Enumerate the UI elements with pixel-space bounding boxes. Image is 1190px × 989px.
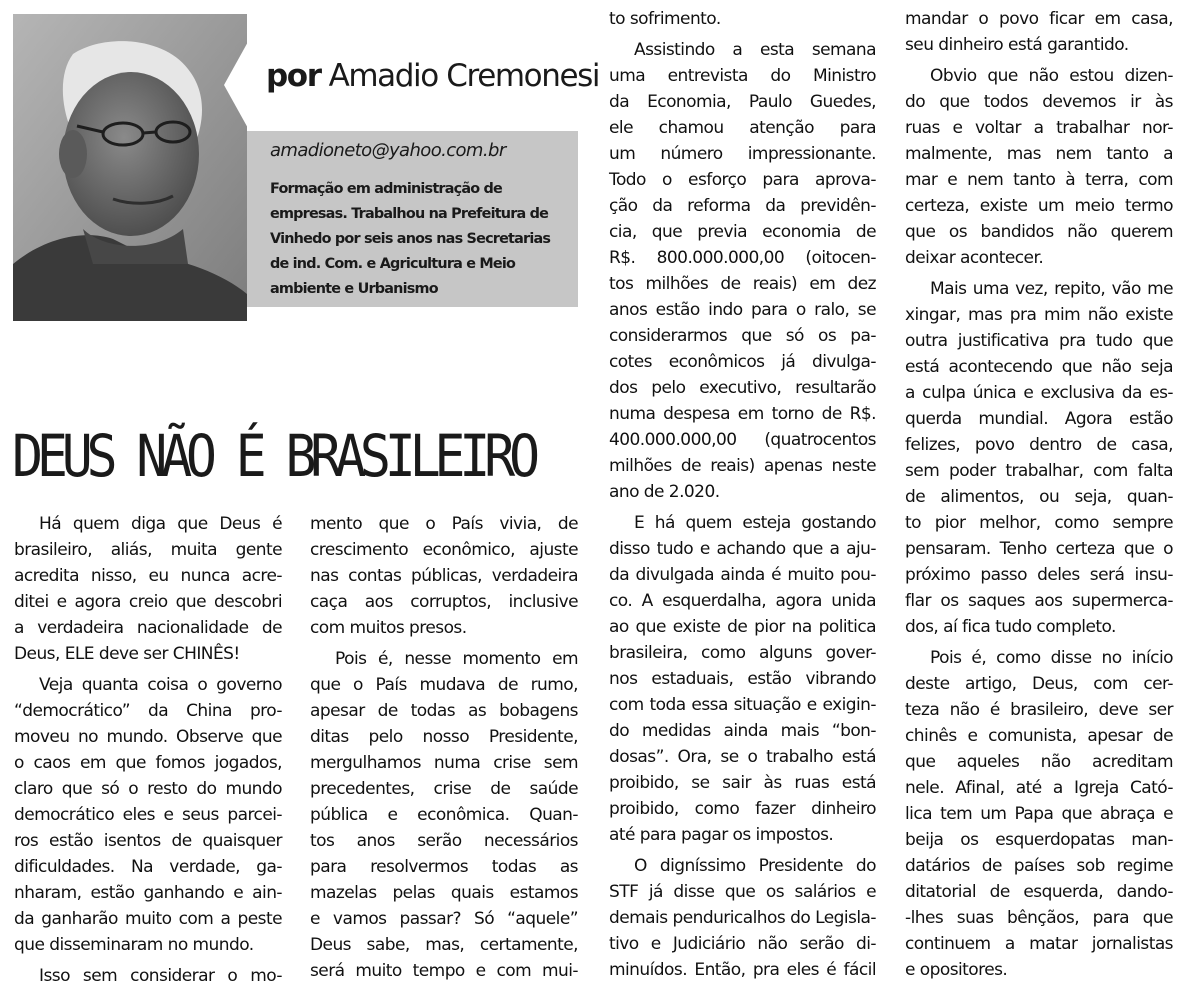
article-line: ditas pelo nosso Presidente, [310, 727, 578, 747]
article-line: to pior melhor, como sempre [905, 513, 1173, 533]
byline-prefix: por [266, 58, 321, 94]
article-headline: DEUS NÃO É BRASILEIRO [12, 421, 534, 490]
article-line: precedentes, crise de saúde [310, 779, 578, 799]
article-line: Pois é, como disse no início [930, 648, 1173, 668]
article-line: seu dinheiro está garantido. [905, 35, 1129, 55]
article-line: proibido, como fazer dinheiro [609, 799, 876, 819]
author-name: Amadio Cremonesi [328, 58, 600, 94]
article-line: a verdadeira nacionalidade de [14, 618, 282, 638]
article-column-1 [14, 511, 282, 989]
article-line: nas contas públicas, verdadeira [310, 566, 578, 586]
article-line: chinês e comunista, apesar de [905, 726, 1173, 746]
article-line: lica tem um Papa que abraça e [905, 804, 1173, 824]
article-line: da ganharão muito com a peste [14, 909, 282, 929]
article-line: continuem a matar jornalistas [905, 934, 1173, 954]
article-line: tivo e Judiciário não serão di- [609, 934, 876, 954]
article-line: xingar, mas pra mim não existe [905, 305, 1173, 325]
article-column-4 [905, 6, 1173, 983]
article-line: beija os esquerdopatas man- [905, 830, 1173, 850]
article-line: claro que só o resto do mundo [14, 779, 282, 799]
article-line: pública e econômica. Quan- [310, 805, 578, 825]
article-line: crescimento econômico, ajuste [310, 540, 578, 560]
article-line: próximo passo deles será insu- [905, 565, 1173, 585]
author-bio-line: Formação em administração de [270, 181, 503, 197]
article-line: que os bandidos não querem [905, 222, 1173, 242]
article-line: cia, que previa economia de [609, 222, 876, 242]
article-line: apesar de todas as bobagens [310, 701, 578, 721]
article-line: até para pagar os impostos. [609, 825, 834, 845]
article-line: ção da reforma da previdên- [609, 196, 876, 216]
article-line: ruas e voltar a trabalhar nor- [905, 118, 1173, 138]
article-line: proibido, se sair às ruas está [609, 773, 876, 793]
article-line: ano de 2.020. [609, 482, 720, 502]
article-line: Obvio que não estou dizen- [930, 66, 1173, 86]
article-line: STF já disse que os salários e [609, 882, 876, 902]
article-line: o caos em que fomos jogados, [14, 753, 282, 773]
article-line: ao que existe de pior na politica [609, 617, 876, 637]
article-line: deste artigo, Deus, com cer- [905, 674, 1173, 694]
article-line: ditei e agora creio que descobri [14, 592, 282, 612]
author-photo [13, 14, 247, 321]
article-line: que o País mudava de rumo, [310, 675, 578, 695]
article-line: Deus, ELE deve ser CHINÊS! [14, 644, 240, 664]
article-line: disso tudo e achando que a aju- [609, 539, 876, 559]
article-line: O digníssimo Presidente do [634, 856, 876, 876]
article-line: 400.000.000,00 (quatrocentos [609, 430, 876, 450]
article-line: querda mundial. Agora estão [905, 409, 1173, 429]
article-line: e vamos passar? Só “aquele” [310, 909, 578, 929]
article-line: certeza, existe um meio termo [905, 196, 1173, 216]
article-line: felizes, povo dentro de casa, [905, 435, 1173, 455]
article-line: democrático eles e seus parcei- [14, 805, 282, 825]
article-line: uma entrevista do Ministro [609, 66, 876, 86]
article-line: que disseminaram no mundo. [14, 935, 254, 955]
article-line: -lhes suas bênçãos, para que [905, 908, 1173, 928]
article-line: Isso sem considerar o mo- [39, 966, 282, 986]
article-line: acredita nisso, eu nunca acre- [14, 566, 282, 586]
article-line: datários de países sob regime [905, 856, 1173, 876]
article-line: milhões de reais) apenas neste [609, 456, 876, 476]
article-line: malmente, mas nem tanto a [905, 144, 1173, 164]
article-line: caça aos corruptos, inclusive [310, 592, 578, 612]
article-line: sem poder trabalhar, com falta [905, 461, 1173, 481]
article-line: Pois é, nesse momento em [335, 649, 578, 669]
author-bio-line: Vinhedo por seis anos nas Secretarias [270, 231, 551, 247]
article-column-2 [310, 511, 578, 984]
article-line: mandar o povo ficar em casa, [905, 9, 1173, 29]
article-line: co. A esquerdalha, agora unida [609, 591, 876, 611]
article-line: está acontecendo que não seja [905, 357, 1173, 377]
article-line: flar os saques aos supermerca- [905, 591, 1173, 611]
article-line: to sofrimento. [609, 9, 721, 29]
article-line: moveu no mundo. Observe que [14, 727, 282, 747]
article-line: com muitos presos. [310, 618, 467, 638]
article-line: anos estão indo para o ralo, se [609, 300, 876, 320]
article-line: mento que o País vivia, de [310, 514, 578, 534]
article-line: e opositores. [905, 960, 1008, 980]
article-line: ele chamou atenção para [609, 118, 876, 138]
article-line: Há quem diga que Deus é [39, 514, 282, 534]
article-line: dificuldades. Na verdade, ga- [14, 857, 282, 877]
article-line: ros estão isentos de quaisquer [14, 831, 282, 851]
article-line: a culpa única e exclusiva da es- [905, 383, 1173, 403]
article-line: ditatorial de esquerda, dando- [905, 882, 1173, 902]
article-line: minuídos. Então, pra eles é fácil [609, 960, 876, 980]
article-line: da Economia, Paulo Guedes, [609, 92, 876, 112]
author-bio-line: empresas. Trabalhou na Prefeitura de [270, 206, 549, 222]
article-line: pensaram. Tenho certeza que o [905, 539, 1173, 559]
article-line: do medidas ainda mais “bon- [609, 721, 876, 741]
article-line: deixar acontecer. [905, 248, 1044, 268]
byline [266, 58, 599, 94]
article-line: cotes econômicos já divulga- [609, 352, 876, 372]
article-line: mar e nem tanto à terra, com [905, 170, 1173, 190]
article-line: R$. 800.000.000,00 (oitocen- [609, 248, 876, 268]
article-line: dos pelo executivo, resultarão [609, 378, 876, 398]
article-line: dos, aí fica tudo completo. [905, 617, 1116, 637]
article-line: E há quem esteja gostando [634, 513, 876, 533]
article-line: será muito tempo e com mui- [310, 961, 578, 981]
article-line: mazelas pelas quais estamos [310, 883, 578, 903]
article-line: de alimentos, ou seja, quan- [905, 487, 1173, 507]
article-column-3 [609, 6, 876, 983]
article-line: demais penduricalhos do Legisla- [609, 908, 876, 928]
article-line: outra justificativa pra tudo que [905, 331, 1173, 351]
article-line: Mais uma vez, repito, vão me [930, 279, 1173, 299]
article-line: nharam, estão ganhando e ain- [14, 883, 282, 903]
author-bio-line: ambiente e Urbanismo [270, 281, 438, 297]
article-line: que aqueles não acreditam [905, 752, 1173, 772]
author-bio-line: de ind. Com. e Agricultura e Meio [270, 256, 516, 272]
author-portrait-illustration [13, 14, 247, 321]
article-line: brasileira, como alguns gover- [609, 643, 876, 663]
article-line: dosas”. Ora, se o trabalho está [609, 747, 876, 767]
article-line: Veja quanta coisa o governo [39, 675, 282, 695]
article-line: da divulgada ainda é muito pou- [609, 565, 876, 585]
author-bio [270, 177, 570, 302]
article-line: um número impressionante. [609, 144, 876, 164]
article-line: nele. Afinal, até a Igreja Cató- [905, 778, 1173, 798]
article-line: numa despesa em torno de R$. [609, 404, 876, 424]
article-line: do que todos devemos ir às [905, 92, 1173, 112]
article-line: para resolvermos todas as [310, 857, 578, 877]
article-line: com toda essa situação e exigin- [609, 695, 876, 715]
article-line: mergulhamos numa crise sem [310, 753, 578, 773]
article-line: Assistindo a esta semana [634, 40, 876, 60]
article-line: Todo o esforço para aprova- [609, 170, 876, 190]
article-line: considerarmos que só os pa- [609, 326, 876, 346]
article-line: tos anos serão necessários [310, 831, 578, 851]
article-line: teza não é brasileiro, deve ser [905, 700, 1173, 720]
article-line: brasileiro, aliás, muita gente [14, 540, 282, 560]
article-line: “democrático” da China pro- [14, 701, 282, 721]
article-line: tos milhões de reais) em dez [609, 274, 876, 294]
article-line: nos estaduais, estão vibrando [609, 669, 876, 689]
author-email[interactable]: amadioneto@yahoo.com.br [270, 140, 506, 161]
article-line: Deus sabe, mas, certamente, [310, 935, 578, 955]
